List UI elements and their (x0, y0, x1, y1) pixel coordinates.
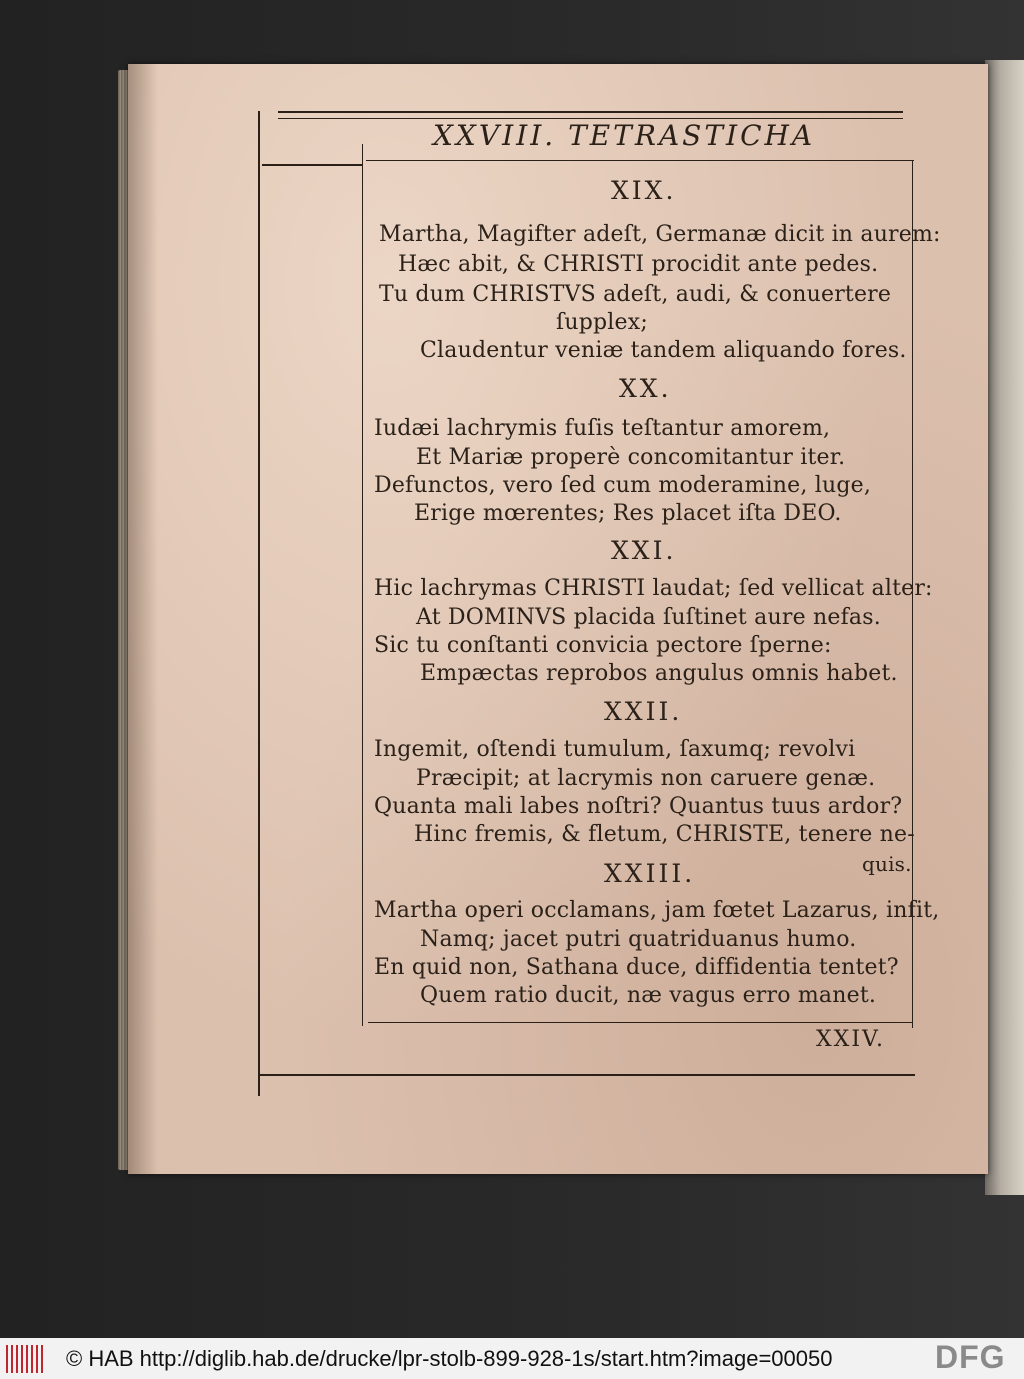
verse-line: At DOMINVS placida ſuſtinet aure nefas. (416, 605, 881, 630)
section-numeral-xxi: XXI. (611, 536, 677, 565)
frame-left-rule (258, 111, 260, 1096)
verse-line: Hinc fremis, & fletum, CHRISTE, tenere ne- (414, 822, 915, 847)
header-rule (366, 160, 914, 161)
verse-line: Quem ratio ducit, næ vagus erro manet. (420, 983, 877, 1008)
adjacent-page-edge (985, 60, 1024, 1195)
dfg-logo: DFG (935, 1339, 1006, 1375)
verse-line-runover: quis. (862, 852, 912, 876)
verse-line: Hic lachrymas CHRISTI laudat; ſed vellicat alter: (374, 576, 933, 601)
verse-line: Hæc abit, & CHRISTI procidit ante pedes. (398, 252, 879, 277)
running-header: XXVIII. TETRASTICHA (433, 119, 816, 152)
source-url-link[interactable]: © HAB http://diglib.hab.de/drucke/lpr-stolb-899-928-1s/start.htm?image=00050 (66, 1346, 833, 1371)
frame-top-rule (278, 111, 903, 113)
verse-line: Defunctos, vero ſed cum moderamine, luge, (374, 473, 872, 498)
verse-line: Ingemit, oſtendi tumulum, ſaxumq; revolvi (374, 737, 856, 762)
verse-line: En quid non, Sathana duce, diffidentia tentet? (374, 955, 899, 980)
gutter-shadow (128, 64, 158, 1174)
verse-line: Quanta mali labes noſtri? Quantus tuus ardor? (374, 794, 903, 819)
verse-line: Martha, Magifter adeſt, Germanæ dicit in aurem: (379, 222, 941, 247)
verse-line: Sic tu conſtanti convicia pectore ſperne: (374, 633, 832, 658)
verse-line: Namq; jacet putri quatriduanus humo. (420, 927, 857, 952)
citation-footer-bar (0, 1338, 1024, 1379)
verse-line: Iudæi lachrymis fuſis teſtantur amorem, (374, 416, 831, 441)
section-numeral-xxiii: XXIII. (604, 859, 696, 888)
section-numeral-xix: XIX. (611, 176, 677, 205)
frame-bottom-rule (260, 1074, 915, 1076)
verse-line: Præcipit; at lacrymis non caruere genæ. (416, 766, 876, 791)
catchword: XXIV. (816, 1027, 886, 1052)
margin-column-rule (362, 144, 363, 1026)
footer-rule (368, 1022, 913, 1023)
verse-line: Claudentur veniæ tandem aliquando fores. (420, 338, 907, 363)
book-page (128, 64, 988, 1174)
section-numeral-xx: XX. (619, 374, 672, 403)
verse-line: Empæctas reprobos angulus omnis habet. (420, 661, 898, 686)
section-numeral-xxii: XXII. (604, 697, 683, 726)
margin-top-rule (262, 164, 362, 166)
verse-line: Tu dum CHRISTVS adeſt, audi, & conuertere (379, 282, 892, 307)
verse-line: ſupplex; (556, 310, 648, 335)
verse-line: Et Mariæ properè concomitantur iter. (416, 445, 846, 470)
verse-line: Erige mœrentes; Res placet iſta DEO. (414, 501, 842, 526)
verse-line: Martha operi occlamans, jam fœtet Lazarus, infit, (374, 898, 940, 923)
hab-barcode-icon (6, 1345, 46, 1373)
